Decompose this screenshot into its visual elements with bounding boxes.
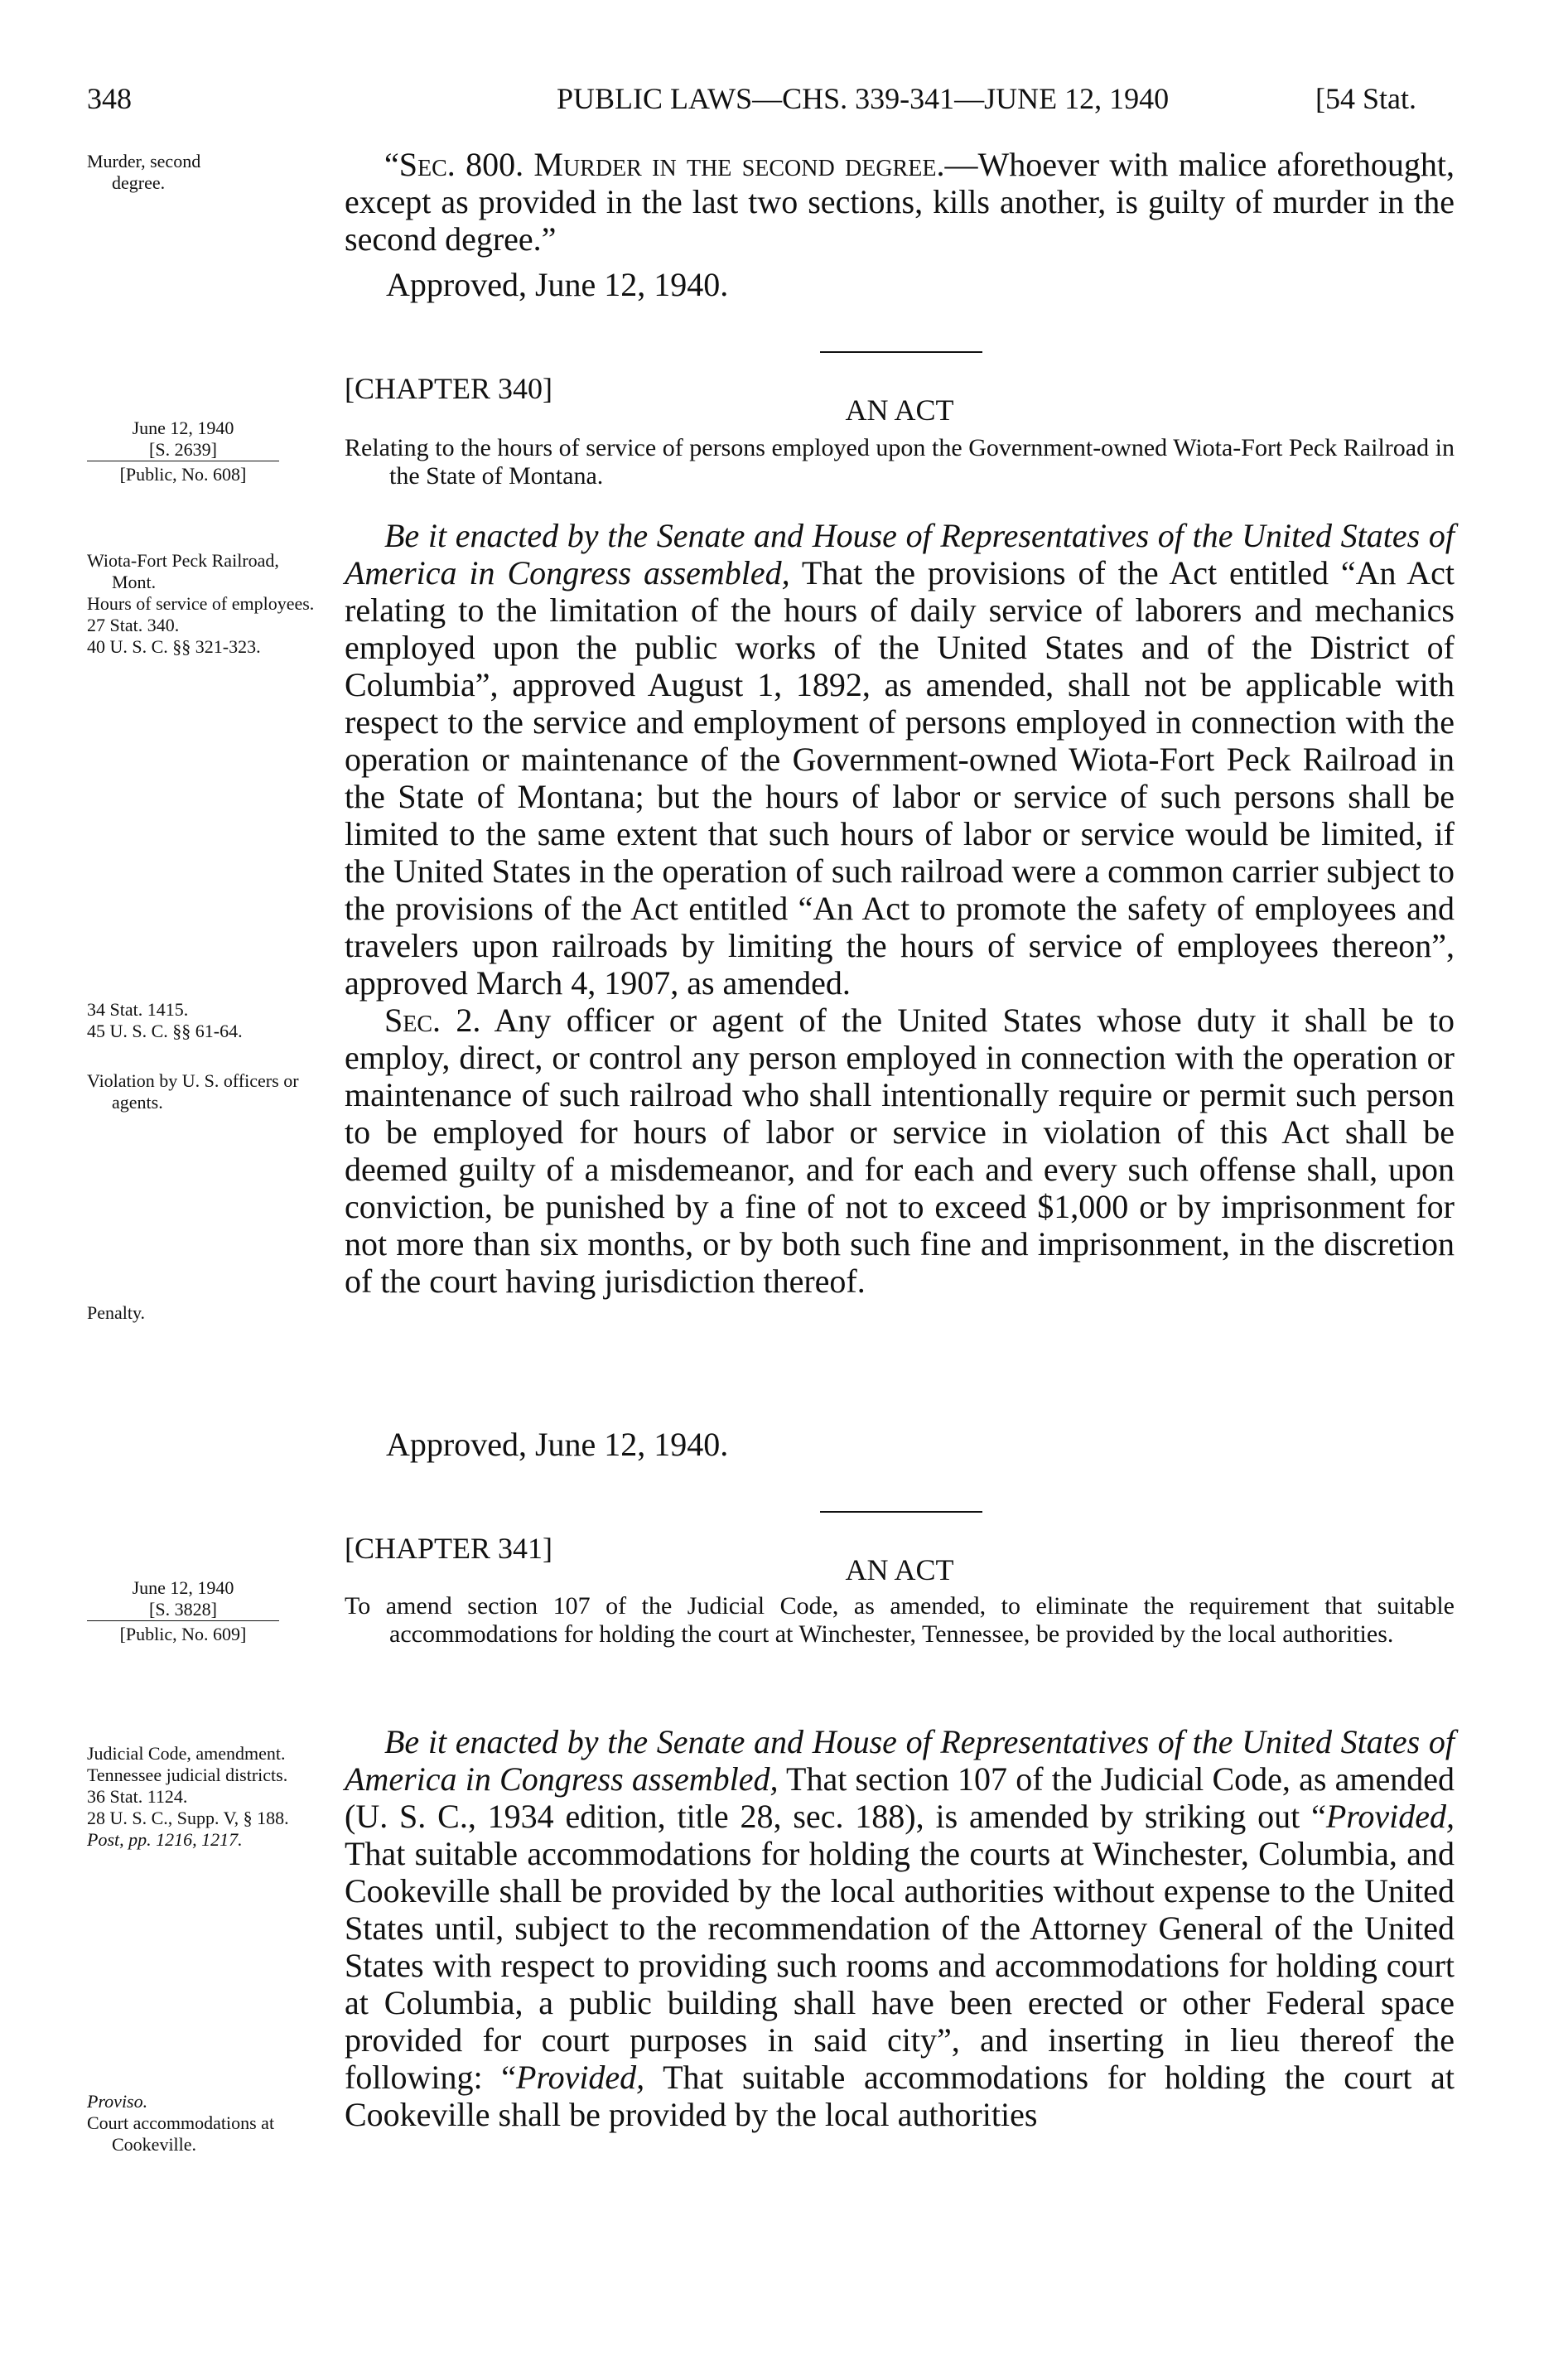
side-note-cite2: 40 U. S. C. §§ 321-323. — [87, 636, 261, 657]
chapter341-label: [CHAPTER 341] — [345, 1532, 552, 1565]
chapter341-body — [345, 1723, 1455, 2133]
section-divider-2 — [820, 1511, 982, 1513]
chapter341-date: June 12, 1940 — [132, 1577, 234, 1598]
chapter340-approved: Approved, June 12, 1940. — [386, 1426, 729, 1463]
chapter340-public-no: [Public, No. 608] — [119, 464, 247, 485]
chapter341-body1: That section 107 of the Judicial Code, as amended (U. S. C., 1934 edition, title 28, sec. 188), is amended by striking out “ — [345, 1760, 1455, 1835]
side-note-penalty: Penalty. — [87, 1302, 146, 1323]
running-title: PUBLIC LAWS—CHS. 339-341—JUNE 12, 1940 — [557, 82, 1170, 115]
side-note-violation: Violation by U. S. officers or agents. — [87, 1070, 299, 1113]
side-note-cite3-341: Post, pp. 1216, 1217. — [87, 1829, 243, 1850]
chapter341-proviso-notes — [87, 2091, 327, 2156]
chapter340-act-label: AN ACT — [845, 393, 954, 427]
chapter341-title: To amend section 107 of the Judicial Code, as amended, to eliminate the requirement that suitable accommodations for holding the court at Winchester, Tennessee, be provided by the local authorities. — [345, 1592, 1455, 1648]
chapter341-act-label: AN ACT — [845, 1553, 954, 1586]
side-note-judicial-code: Judicial Code, amendment. — [87, 1743, 286, 1764]
chapter341-body2: That suitable accommodations for holding the courts at Winchester, Columbia, and Cookeville shall be provided by the local authorities without expense to the United States until, subject to the recommendation of the Attorney General of the United States with respect to providing such rooms and accommodations for holding court at Columbia, a public building shall have been erected or other Federal space provided for court purposes in said city”, and inserting in lieu thereof the following: “ — [345, 1835, 1455, 2096]
chapter341-public-no: [Public, No. 609] — [119, 1624, 247, 1644]
chapter340-bill: [S. 2639] — [149, 439, 217, 460]
margin-note-murder: Murder, second degree. — [87, 151, 201, 193]
side-note-subject: Wiota-Fort Peck Railroad, Mont. — [87, 550, 279, 592]
section-divider — [820, 351, 982, 353]
chapter340-body2: Any officer or agent of the United States whose duty it shall be to employ, direct, or control any person employed in connection with the operation or maintenance of such railroad who shall intentionally require or permit such person to be employed for hours of labor or service in violation of this Act shall be deemed guilty of a misdemeanor, and for each and every such offense shall, upon conviction, be punished by a fine of not to exceed $1,000 or by imprisonment for not more than six months, or by both such fine and imprisonment, in the discretion of the court having jurisdiction thereof. — [345, 1002, 1455, 1300]
side-note-proviso: Proviso. — [87, 2091, 148, 2112]
side-note-court-accommodations: Court accommodations at Cookeville. — [87, 2112, 275, 2155]
chapter340-title: Relating to the hours of service of persons employed upon the Government-owned Wiota-Fort Peck Railroad in the State of Montana. — [345, 434, 1455, 490]
chapter340-body1: That the provisions of the Act entitled “An Act relating to the limitation of the hours of daily service of laborers and mechanics employed upon the public works of the United States and of the District of Columbia”, approved August 1, 1892, as amended, shall not be applicable with respect to the service and employment of persons employed in connection with the operation or maintenance of the Government-owned Wiota-Fort Peck Railroad in the State of Montana; but the hours of labor or service of such persons shall be limited to the same extent that such hours of labor or service would be limited, if the United States in the operation of such railroad were a common carrier subject to the provisions of the Act entitled “An Act to promote the safety of employees and travelers upon railroads by limiting the hours of service of employees thereon”, approved March 4, 1907, as amended. — [345, 554, 1455, 1002]
chapter341-side-notes — [87, 1743, 327, 1851]
side-note-cite1: 27 Stat. 340. — [87, 615, 180, 635]
sec800-text: —Whoever with malice aforethought, except as provided in the last two sections, kills another, is guilty of murder in the second degree.” — [345, 146, 1455, 258]
chapter341-enacting-clause: Be it enacted by the Senate and House of Representatives of the United States of America in Congress assembled, — [345, 1723, 1455, 1798]
margin-rule-2 — [87, 1620, 279, 1621]
sec800-heading: “Sec. 800. Murder in the second degree. — [384, 146, 945, 183]
side-note-tennessee: Tennessee judicial districts. — [87, 1765, 288, 1785]
chapter340-label: [CHAPTER 340] — [345, 372, 552, 405]
chapter341-provided2: Provided, — [516, 2059, 645, 2096]
chapter340-sec2-label: Sec. 2. — [384, 1002, 481, 1039]
sec800-paragraph — [345, 146, 1455, 258]
side-note-hours: Hours of service of employees. — [87, 593, 315, 614]
chapter341-bill: [S. 3828] — [149, 1599, 217, 1620]
page-number: 348 — [87, 82, 132, 115]
chapter340-side-notes — [87, 550, 327, 658]
chapter341-provided1: Provided, — [1325, 1798, 1455, 1835]
chapter340-date: June 12, 1940 — [132, 418, 234, 438]
chapter340-body — [345, 517, 1455, 1300]
chapter341-body3: That suitable accommodations for holding the court at Cookeville shall be provided by the local authorities — [345, 2059, 1455, 2133]
side-note-cite1-341: 36 Stat. 1124. — [87, 1786, 188, 1807]
chapter340-side-cites — [87, 999, 327, 1042]
side-note-cite2-341: 28 U. S. C., Supp. V, § 188. — [87, 1808, 289, 1828]
side-note-cite4: 45 U. S. C. §§ 61-64. — [87, 1021, 243, 1041]
side-note-cite3: 34 Stat. 1415. — [87, 999, 189, 1020]
chapter340-enacting-clause: Be it enacted by the Senate and House of Representatives of the United States of America in Congress assembled, — [345, 517, 1455, 591]
volume-label: [54 Stat. — [1315, 82, 1416, 115]
sec800-approved: Approved, June 12, 1940. — [386, 266, 729, 303]
